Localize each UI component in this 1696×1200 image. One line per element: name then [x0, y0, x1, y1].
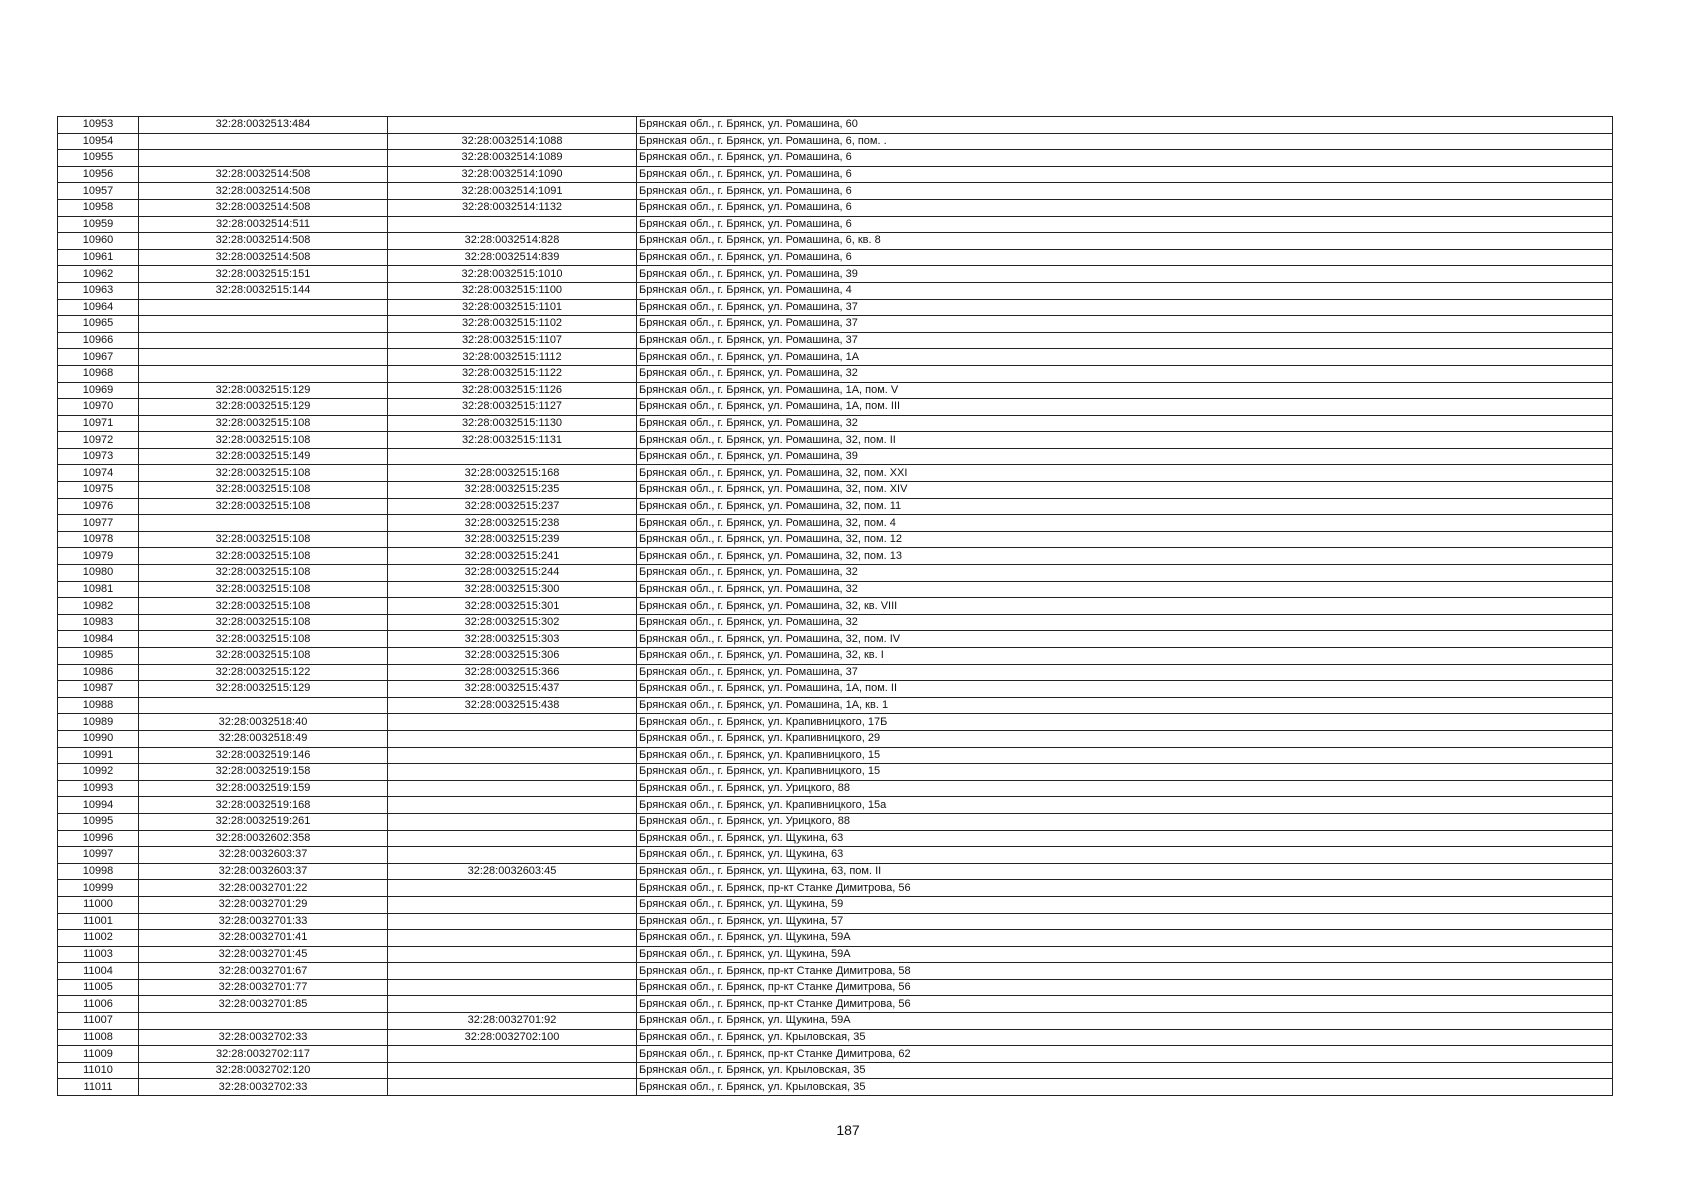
- parcel-cadastral-cell: 32:28:0032515:108: [139, 581, 388, 598]
- row-number-cell: 10993: [58, 780, 139, 797]
- row-number-cell: 10990: [58, 730, 139, 747]
- parcel-cadastral-cell: 32:28:0032515:108: [139, 415, 388, 432]
- parcel-cadastral-cell: 32:28:0032519:168: [139, 797, 388, 814]
- object-cadastral-cell: [388, 813, 637, 830]
- parcel-cadastral-cell: 32:28:0032603:37: [139, 863, 388, 880]
- row-number-cell: 10962: [58, 266, 139, 283]
- address-cell: Брянская обл., г. Брянск, ул. Ромашина, 1А, кв. 1: [637, 697, 1613, 714]
- table-row: [58, 747, 1613, 764]
- row-number-cell: 10996: [58, 830, 139, 847]
- registry-table-body: [58, 117, 1613, 1096]
- parcel-cadastral-cell: 32:28:0032515:122: [139, 664, 388, 681]
- address-cell: Брянская обл., г. Брянск, ул. Крапивницкого, 15а: [637, 797, 1613, 814]
- row-number-cell: 11010: [58, 1062, 139, 1079]
- row-number-cell: 10964: [58, 299, 139, 316]
- row-number-cell: 11002: [58, 930, 139, 947]
- object-cadastral-cell: 32:28:0032515:241: [388, 548, 637, 565]
- address-cell: Брянская обл., г. Брянск, ул. Ромашина, 1А, пом. III: [637, 399, 1613, 416]
- table-row: [58, 117, 1613, 134]
- row-number-cell: 10960: [58, 233, 139, 250]
- row-number-cell: 10970: [58, 399, 139, 416]
- object-cadastral-cell: 32:28:0032603:45: [388, 863, 637, 880]
- row-number-cell: 11003: [58, 946, 139, 963]
- object-cadastral-cell: 32:28:0032515:1010: [388, 266, 637, 283]
- object-cadastral-cell: 32:28:0032515:1127: [388, 399, 637, 416]
- row-number-cell: 10986: [58, 664, 139, 681]
- table-row: [58, 515, 1613, 532]
- object-cadastral-cell: 32:28:0032515:301: [388, 598, 637, 615]
- object-cadastral-cell: 32:28:0032515:1126: [388, 382, 637, 399]
- parcel-cadastral-cell: 32:28:0032515:108: [139, 432, 388, 449]
- parcel-cadastral-cell: 32:28:0032519:159: [139, 780, 388, 797]
- object-cadastral-cell: [388, 714, 637, 731]
- address-cell: Брянская обл., г. Брянск, ул. Ромашина, 6: [637, 249, 1613, 266]
- address-cell: Брянская обл., г. Брянск, ул. Ромашина, 6: [637, 199, 1613, 216]
- object-cadastral-cell: [388, 764, 637, 781]
- object-cadastral-cell: 32:28:0032515:1131: [388, 432, 637, 449]
- row-number-cell: 10953: [58, 117, 139, 134]
- address-cell: Брянская обл., г. Брянск, ул. Ромашина, 32, пом. II: [637, 432, 1613, 449]
- row-number-cell: 10975: [58, 482, 139, 499]
- parcel-cadastral-cell: 32:28:0032515:108: [139, 465, 388, 482]
- table-row: [58, 216, 1613, 233]
- parcel-cadastral-cell: 32:28:0032514:511: [139, 216, 388, 233]
- parcel-cadastral-cell: [139, 697, 388, 714]
- object-cadastral-cell: [388, 1046, 637, 1063]
- row-number-cell: 10987: [58, 681, 139, 698]
- parcel-cadastral-cell: 32:28:0032518:49: [139, 730, 388, 747]
- parcel-cadastral-cell: 32:28:0032515:108: [139, 498, 388, 515]
- table-row: [58, 764, 1613, 781]
- object-cadastral-cell: 32:28:0032702:100: [388, 1029, 637, 1046]
- object-cadastral-cell: 32:28:0032701:92: [388, 1013, 637, 1030]
- address-cell: Брянская обл., г. Брянск, ул. Щукина, 57: [637, 913, 1613, 930]
- row-number-cell: 10998: [58, 863, 139, 880]
- address-cell: Брянская обл., г. Брянск, ул. Ромашина, 6: [637, 150, 1613, 167]
- row-number-cell: 10957: [58, 183, 139, 200]
- table-row: [58, 282, 1613, 299]
- object-cadastral-cell: [388, 730, 637, 747]
- object-cadastral-cell: 32:28:0032515:244: [388, 565, 637, 582]
- address-cell: Брянская обл., г. Брянск, ул. Крыловская, 35: [637, 1029, 1613, 1046]
- row-number-cell: 10985: [58, 648, 139, 665]
- object-cadastral-cell: 32:28:0032515:366: [388, 664, 637, 681]
- object-cadastral-cell: 32:28:0032515:1112: [388, 349, 637, 366]
- object-cadastral-cell: [388, 830, 637, 847]
- row-number-cell: 10972: [58, 432, 139, 449]
- table-row: [58, 780, 1613, 797]
- row-number-cell: 11000: [58, 896, 139, 913]
- table-row: [58, 946, 1613, 963]
- parcel-cadastral-cell: [139, 1013, 388, 1030]
- table-row: [58, 714, 1613, 731]
- row-number-cell: 11004: [58, 963, 139, 980]
- address-cell: Брянская обл., г. Брянск, ул. Щукина, 59А: [637, 946, 1613, 963]
- parcel-cadastral-cell: 32:28:0032701:29: [139, 896, 388, 913]
- table-row: [58, 681, 1613, 698]
- table-row: [58, 797, 1613, 814]
- object-cadastral-cell: 32:28:0032515:1102: [388, 316, 637, 333]
- parcel-cadastral-cell: [139, 133, 388, 150]
- parcel-cadastral-cell: 32:28:0032701:67: [139, 963, 388, 980]
- table-row: [58, 316, 1613, 333]
- parcel-cadastral-cell: 32:28:0032514:508: [139, 233, 388, 250]
- object-cadastral-cell: [388, 880, 637, 897]
- object-cadastral-cell: 32:28:0032515:1101: [388, 299, 637, 316]
- object-cadastral-cell: 32:28:0032514:1089: [388, 150, 637, 167]
- parcel-cadastral-cell: 32:28:0032702:33: [139, 1079, 388, 1096]
- address-cell: Брянская обл., г. Брянск, ул. Ромашина, 32: [637, 614, 1613, 631]
- row-number-cell: 10978: [58, 531, 139, 548]
- row-number-cell: 10967: [58, 349, 139, 366]
- table-row: [58, 399, 1613, 416]
- address-cell: Брянская обл., г. Брянск, ул. Щукина, 59А: [637, 1013, 1613, 1030]
- row-number-cell: 10994: [58, 797, 139, 814]
- address-cell: Брянская обл., г. Брянск, ул. Ромашина, 32, пом. 12: [637, 531, 1613, 548]
- table-row: [58, 880, 1613, 897]
- address-cell: Брянская обл., г. Брянск, ул. Ромашина, 39: [637, 266, 1613, 283]
- address-cell: Брянская обл., г. Брянск, ул. Ромашина, 32, пом. 13: [637, 548, 1613, 565]
- address-cell: Брянская обл., г. Брянск, ул. Ромашина, 60: [637, 117, 1613, 134]
- object-cadastral-cell: 32:28:0032515:302: [388, 614, 637, 631]
- parcel-cadastral-cell: 32:28:0032702:120: [139, 1062, 388, 1079]
- address-cell: Брянская обл., г. Брянск, ул. Ромашина, 1А: [637, 349, 1613, 366]
- object-cadastral-cell: 32:28:0032515:437: [388, 681, 637, 698]
- address-cell: Брянская обл., г. Брянск, ул. Ромашина, 37: [637, 316, 1613, 333]
- parcel-cadastral-cell: 32:28:0032602:358: [139, 830, 388, 847]
- address-cell: Брянская обл., г. Брянск, ул. Ромашина, 6: [637, 183, 1613, 200]
- row-number-cell: 11011: [58, 1079, 139, 1096]
- parcel-cadastral-cell: 32:28:0032515:108: [139, 648, 388, 665]
- parcel-cadastral-cell: 32:28:0032603:37: [139, 847, 388, 864]
- object-cadastral-cell: 32:28:0032514:1090: [388, 166, 637, 183]
- address-cell: Брянская обл., г. Брянск, ул. Щукина, 59А: [637, 930, 1613, 947]
- address-cell: Брянская обл., г. Брянск, ул. Ромашина, 39: [637, 448, 1613, 465]
- object-cadastral-cell: 32:28:0032515:438: [388, 697, 637, 714]
- address-cell: Брянская обл., г. Брянск, пр-кт Станке Димитрова, 56: [637, 979, 1613, 996]
- row-number-cell: 10982: [58, 598, 139, 615]
- table-row: [58, 349, 1613, 366]
- address-cell: Брянская обл., г. Брянск, ул. Ромашина, 32, пом. 11: [637, 498, 1613, 515]
- row-number-cell: 11009: [58, 1046, 139, 1063]
- object-cadastral-cell: 32:28:0032515:237: [388, 498, 637, 515]
- table-row: [58, 1062, 1613, 1079]
- parcel-cadastral-cell: 32:28:0032515:108: [139, 531, 388, 548]
- object-cadastral-cell: [388, 117, 637, 134]
- row-number-cell: 11006: [58, 996, 139, 1013]
- object-cadastral-cell: 32:28:0032514:1132: [388, 199, 637, 216]
- object-cadastral-cell: [388, 946, 637, 963]
- table-row: [58, 448, 1613, 465]
- address-cell: Брянская обл., г. Брянск, ул. Ромашина, 1А, пом. II: [637, 681, 1613, 698]
- parcel-cadastral-cell: 32:28:0032515:129: [139, 399, 388, 416]
- parcel-cadastral-cell: 32:28:0032702:33: [139, 1029, 388, 1046]
- table-row: [58, 548, 1613, 565]
- object-cadastral-cell: 32:28:0032514:828: [388, 233, 637, 250]
- table-row: [58, 249, 1613, 266]
- object-cadastral-cell: 32:28:0032515:239: [388, 531, 637, 548]
- object-cadastral-cell: 32:28:0032514:1088: [388, 133, 637, 150]
- row-number-cell: 10991: [58, 747, 139, 764]
- table-row: [58, 847, 1613, 864]
- table-row: [58, 648, 1613, 665]
- table-row: [58, 664, 1613, 681]
- row-number-cell: 11001: [58, 913, 139, 930]
- table-row: [58, 1029, 1613, 1046]
- address-cell: Брянская обл., г. Брянск, ул. Крыловская, 35: [637, 1062, 1613, 1079]
- address-cell: Брянская обл., г. Брянск, ул. Крапивницкого, 17Б: [637, 714, 1613, 731]
- table-row: [58, 332, 1613, 349]
- table-row: [58, 266, 1613, 283]
- row-number-cell: 11008: [58, 1029, 139, 1046]
- row-number-cell: 10966: [58, 332, 139, 349]
- parcel-cadastral-cell: 32:28:0032514:508: [139, 183, 388, 200]
- parcel-cadastral-cell: 32:28:0032701:45: [139, 946, 388, 963]
- address-cell: Брянская обл., г. Брянск, пр-кт Станке Димитрова, 56: [637, 996, 1613, 1013]
- table-row: [58, 1079, 1613, 1096]
- address-cell: Брянская обл., г. Брянск, ул. Ромашина, 6, кв. 8: [637, 233, 1613, 250]
- table-row: [58, 697, 1613, 714]
- row-number-cell: 10983: [58, 614, 139, 631]
- object-cadastral-cell: [388, 1079, 637, 1096]
- parcel-cadastral-cell: 32:28:0032701:85: [139, 996, 388, 1013]
- parcel-cadastral-cell: 32:28:0032518:40: [139, 714, 388, 731]
- table-row: [58, 299, 1613, 316]
- parcel-cadastral-cell: 32:28:0032515:108: [139, 548, 388, 565]
- address-cell: Брянская обл., г. Брянск, ул. Урицкого, 88: [637, 780, 1613, 797]
- table-row: [58, 482, 1613, 499]
- parcel-cadastral-cell: 32:28:0032514:508: [139, 166, 388, 183]
- row-number-cell: 10959: [58, 216, 139, 233]
- parcel-cadastral-cell: 32:28:0032701:22: [139, 880, 388, 897]
- address-cell: Брянская обл., г. Брянск, ул. Ромашина, 32: [637, 415, 1613, 432]
- address-cell: Брянская обл., г. Брянск, ул. Щукина, 63: [637, 847, 1613, 864]
- address-cell: Брянская обл., г. Брянск, ул. Ромашина, 32, пом. IV: [637, 631, 1613, 648]
- table-row: [58, 963, 1613, 980]
- object-cadastral-cell: 32:28:0032515:235: [388, 482, 637, 499]
- row-number-cell: 10988: [58, 697, 139, 714]
- table-row: [58, 465, 1613, 482]
- object-cadastral-cell: 32:28:0032515:306: [388, 648, 637, 665]
- table-row: [58, 581, 1613, 598]
- object-cadastral-cell: [388, 996, 637, 1013]
- table-row: [58, 930, 1613, 947]
- row-number-cell: 10984: [58, 631, 139, 648]
- table-row: [58, 498, 1613, 515]
- object-cadastral-cell: [388, 896, 637, 913]
- object-cadastral-cell: 32:28:0032515:1107: [388, 332, 637, 349]
- object-cadastral-cell: 32:28:0032515:300: [388, 581, 637, 598]
- parcel-cadastral-cell: 32:28:0032514:508: [139, 249, 388, 266]
- parcel-cadastral-cell: 32:28:0032515:108: [139, 631, 388, 648]
- table-row: [58, 813, 1613, 830]
- address-cell: Брянская обл., г. Брянск, ул. Ромашина, 32, пом. XXI: [637, 465, 1613, 482]
- parcel-cadastral-cell: 32:28:0032515:108: [139, 482, 388, 499]
- table-row: [58, 415, 1613, 432]
- parcel-cadastral-cell: [139, 316, 388, 333]
- row-number-cell: 10977: [58, 515, 139, 532]
- parcel-cadastral-cell: 32:28:0032519:261: [139, 813, 388, 830]
- object-cadastral-cell: 32:28:0032515:1122: [388, 365, 637, 382]
- parcel-cadastral-cell: 32:28:0032515:108: [139, 614, 388, 631]
- object-cadastral-cell: 32:28:0032515:303: [388, 631, 637, 648]
- table-row: [58, 913, 1613, 930]
- parcel-cadastral-cell: 32:28:0032515:108: [139, 598, 388, 615]
- parcel-cadastral-cell: 32:28:0032701:41: [139, 930, 388, 947]
- row-number-cell: 11005: [58, 979, 139, 996]
- address-cell: Брянская обл., г. Брянск, ул. Ромашина, 6: [637, 216, 1613, 233]
- parcel-cadastral-cell: 32:28:0032515:108: [139, 565, 388, 582]
- row-number-cell: 10968: [58, 365, 139, 382]
- table-row: [58, 1046, 1613, 1063]
- parcel-cadastral-cell: 32:28:0032701:77: [139, 979, 388, 996]
- address-cell: Брянская обл., г. Брянск, ул. Ромашина, 37: [637, 299, 1613, 316]
- address-cell: Брянская обл., г. Брянск, ул. Щукина, 63, пом. II: [637, 863, 1613, 880]
- row-number-cell: 10979: [58, 548, 139, 565]
- object-cadastral-cell: 32:28:0032515:238: [388, 515, 637, 532]
- table-row: [58, 150, 1613, 167]
- table-row: [58, 979, 1613, 996]
- address-cell: Брянская обл., г. Брянск, пр-кт Станке Димитрова, 62: [637, 1046, 1613, 1063]
- page-number: 187: [836, 1122, 860, 1138]
- row-number-cell: 10971: [58, 415, 139, 432]
- object-cadastral-cell: [388, 448, 637, 465]
- object-cadastral-cell: [388, 979, 637, 996]
- object-cadastral-cell: [388, 780, 637, 797]
- table-row: [58, 863, 1613, 880]
- object-cadastral-cell: 32:28:0032515:1130: [388, 415, 637, 432]
- parcel-cadastral-cell: 32:28:0032515:129: [139, 681, 388, 698]
- parcel-cadastral-cell: 32:28:0032514:508: [139, 199, 388, 216]
- table-row: [58, 598, 1613, 615]
- address-cell: Брянская обл., г. Брянск, ул. Ромашина, 32, кв. VIII: [637, 598, 1613, 615]
- parcel-cadastral-cell: 32:28:0032701:33: [139, 913, 388, 930]
- row-number-cell: 10989: [58, 714, 139, 731]
- table-row: [58, 133, 1613, 150]
- parcel-cadastral-cell: 32:28:0032515:144: [139, 282, 388, 299]
- parcel-cadastral-cell: 32:28:0032515:151: [139, 266, 388, 283]
- table-row: [58, 996, 1613, 1013]
- address-cell: Брянская обл., г. Брянск, ул. Ромашина, 32, пом. 4: [637, 515, 1613, 532]
- table-row: [58, 183, 1613, 200]
- row-number-cell: 10981: [58, 581, 139, 598]
- parcel-cadastral-cell: 32:28:0032519:146: [139, 747, 388, 764]
- row-number-cell: 10961: [58, 249, 139, 266]
- table-row: [58, 233, 1613, 250]
- address-cell: Брянская обл., г. Брянск, ул. Щукина, 59: [637, 896, 1613, 913]
- row-number-cell: 11007: [58, 1013, 139, 1030]
- address-cell: Брянская обл., г. Брянск, ул. Ромашина, 37: [637, 332, 1613, 349]
- table-row: [58, 166, 1613, 183]
- parcel-cadastral-cell: 32:28:0032515:129: [139, 382, 388, 399]
- object-cadastral-cell: [388, 963, 637, 980]
- row-number-cell: 10954: [58, 133, 139, 150]
- object-cadastral-cell: [388, 847, 637, 864]
- address-cell: Брянская обл., г. Брянск, ул. Крапивницкого, 29: [637, 730, 1613, 747]
- address-cell: Брянская обл., г. Брянск, ул. Ромашина, 6: [637, 166, 1613, 183]
- table-row: [58, 365, 1613, 382]
- table-row: [58, 531, 1613, 548]
- row-number-cell: 10999: [58, 880, 139, 897]
- table-row: [58, 614, 1613, 631]
- row-number-cell: 10958: [58, 199, 139, 216]
- registry-table: [57, 116, 1613, 1096]
- parcel-cadastral-cell: 32:28:0032515:149: [139, 448, 388, 465]
- table-row: [58, 896, 1613, 913]
- row-number-cell: 10955: [58, 150, 139, 167]
- address-cell: Брянская обл., г. Брянск, ул. Крыловская, 35: [637, 1079, 1613, 1096]
- row-number-cell: 10956: [58, 166, 139, 183]
- row-number-cell: 10995: [58, 813, 139, 830]
- table-row: [58, 830, 1613, 847]
- parcel-cadastral-cell: [139, 299, 388, 316]
- table-row: [58, 565, 1613, 582]
- row-number-cell: 10976: [58, 498, 139, 515]
- object-cadastral-cell: [388, 1062, 637, 1079]
- row-number-cell: 10969: [58, 382, 139, 399]
- address-cell: Брянская обл., г. Брянск, пр-кт Станке Димитрова, 56: [637, 880, 1613, 897]
- table-row: [58, 1013, 1613, 1030]
- parcel-cadastral-cell: [139, 332, 388, 349]
- object-cadastral-cell: 32:28:0032514:1091: [388, 183, 637, 200]
- row-number-cell: 10980: [58, 565, 139, 582]
- address-cell: Брянская обл., г. Брянск, ул. Ромашина, 32, пом. XIV: [637, 482, 1613, 499]
- address-cell: Брянская обл., г. Брянск, ул. Ромашина, 32: [637, 581, 1613, 598]
- parcel-cadastral-cell: [139, 349, 388, 366]
- address-cell: Брянская обл., г. Брянск, ул. Ромашина, 6, пом. .: [637, 133, 1613, 150]
- object-cadastral-cell: [388, 747, 637, 764]
- parcel-cadastral-cell: [139, 365, 388, 382]
- address-cell: Брянская обл., г. Брянск, ул. Ромашина, 32: [637, 565, 1613, 582]
- row-number-cell: 10965: [58, 316, 139, 333]
- object-cadastral-cell: 32:28:0032514:839: [388, 249, 637, 266]
- address-cell: Брянская обл., г. Брянск, ул. Ромашина, 32: [637, 365, 1613, 382]
- row-number-cell: 10974: [58, 465, 139, 482]
- address-cell: Брянская обл., г. Брянск, ул. Ромашина, 4: [637, 282, 1613, 299]
- table-row: [58, 199, 1613, 216]
- parcel-cadastral-cell: [139, 515, 388, 532]
- parcel-cadastral-cell: 32:28:0032519:158: [139, 764, 388, 781]
- address-cell: Брянская обл., г. Брянск, пр-кт Станке Димитрова, 58: [637, 963, 1613, 980]
- table-row: [58, 631, 1613, 648]
- object-cadastral-cell: [388, 216, 637, 233]
- row-number-cell: 10992: [58, 764, 139, 781]
- address-cell: Брянская обл., г. Брянск, ул. Ромашина, 32, кв. I: [637, 648, 1613, 665]
- address-cell: Брянская обл., г. Брянск, ул. Щукина, 63: [637, 830, 1613, 847]
- object-cadastral-cell: [388, 930, 637, 947]
- address-cell: Брянская обл., г. Брянск, ул. Урицкого, 88: [637, 813, 1613, 830]
- parcel-cadastral-cell: 32:28:0032702:117: [139, 1046, 388, 1063]
- address-cell: Брянская обл., г. Брянск, ул. Ромашина, 1А, пом. V: [637, 382, 1613, 399]
- address-cell: Брянская обл., г. Брянск, ул. Ромашина, 37: [637, 664, 1613, 681]
- row-number-cell: 10963: [58, 282, 139, 299]
- object-cadastral-cell: 32:28:0032515:168: [388, 465, 637, 482]
- table-row: [58, 432, 1613, 449]
- address-cell: Брянская обл., г. Брянск, ул. Крапивницкого, 15: [637, 747, 1613, 764]
- object-cadastral-cell: [388, 797, 637, 814]
- address-cell: Брянская обл., г. Брянск, ул. Крапивницкого, 15: [637, 764, 1613, 781]
- row-number-cell: 10997: [58, 847, 139, 864]
- parcel-cadastral-cell: [139, 150, 388, 167]
- row-number-cell: 10973: [58, 448, 139, 465]
- object-cadastral-cell: 32:28:0032515:1100: [388, 282, 637, 299]
- table-row: [58, 730, 1613, 747]
- object-cadastral-cell: [388, 913, 637, 930]
- table-row: [58, 382, 1613, 399]
- parcel-cadastral-cell: 32:28:0032513:484: [139, 117, 388, 134]
